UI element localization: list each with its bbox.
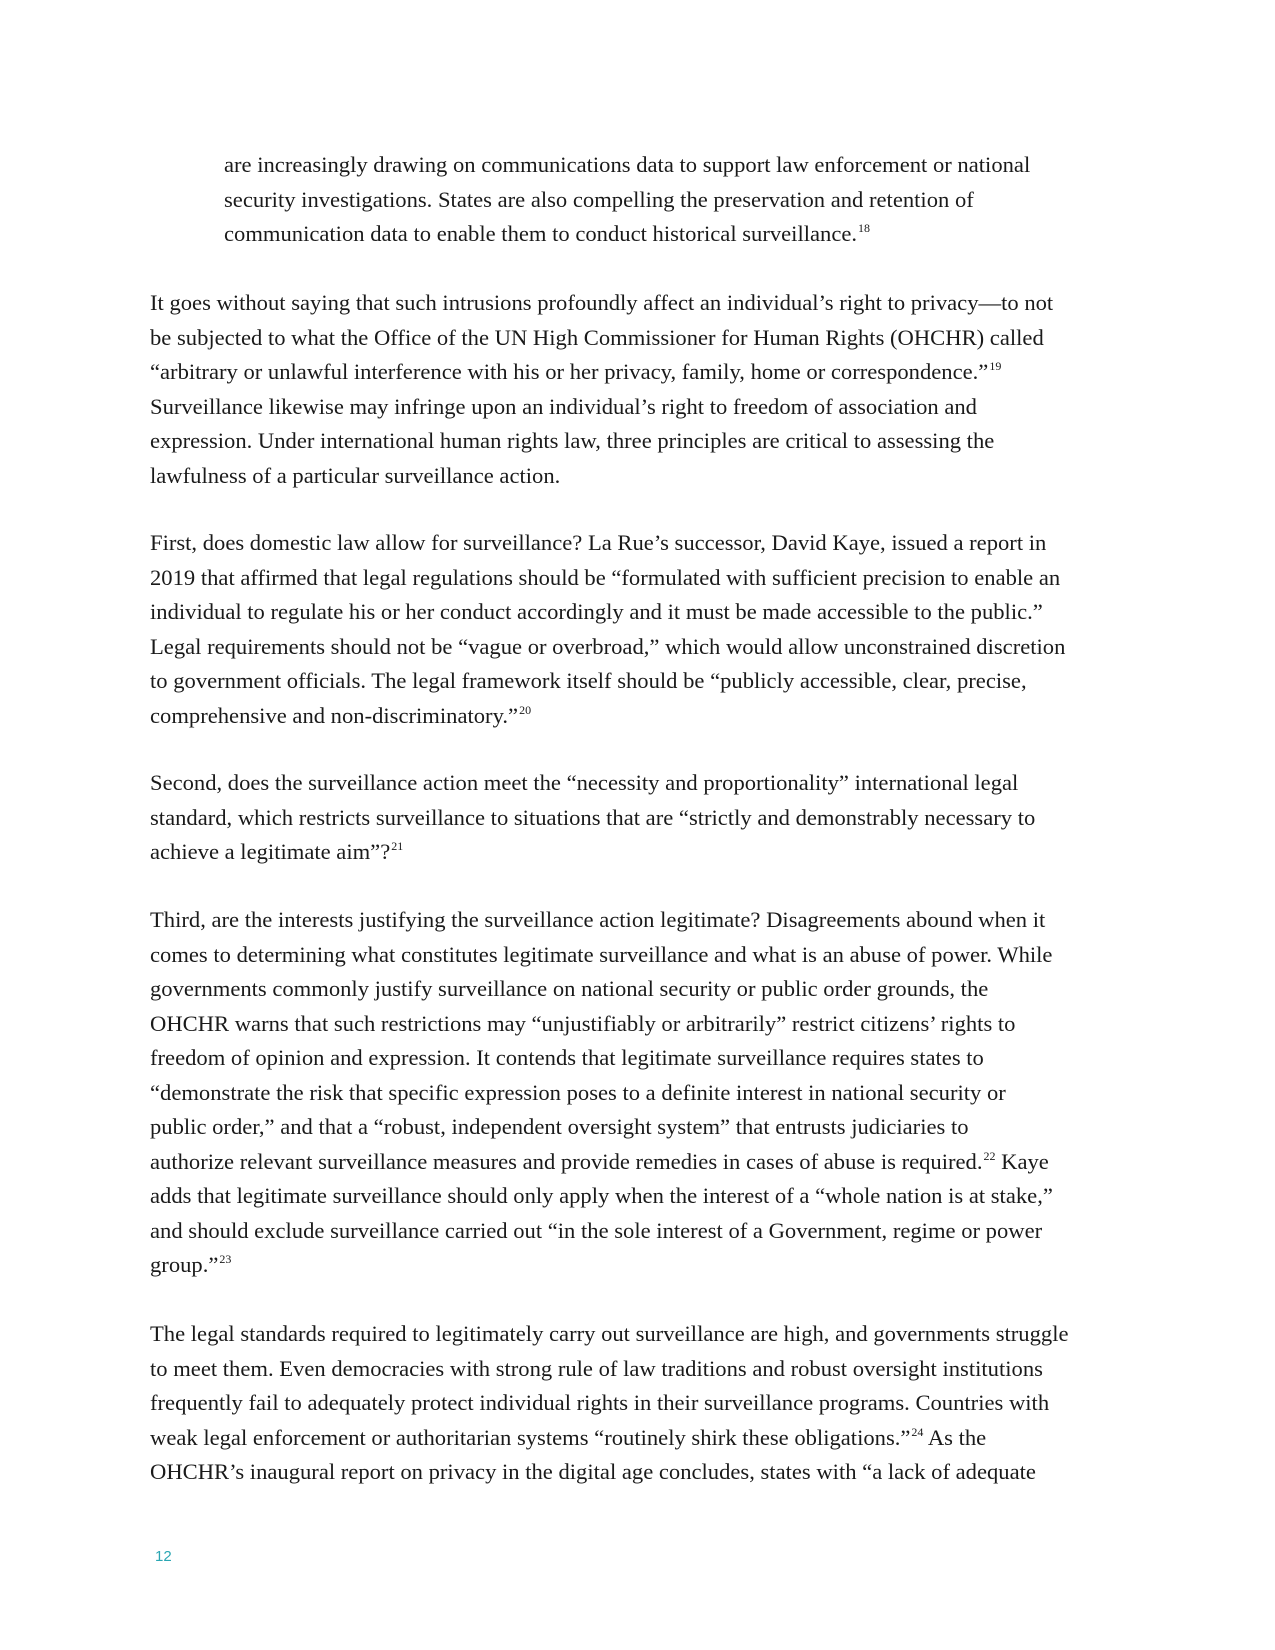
footnote-marker: 24	[911, 1424, 924, 1439]
text-line: Legal requirements should not be “vague or overbroad,” which would allow unconstrained discretion	[150, 633, 1066, 659]
text-span: “arbitrary or unlawful interference with his or her privacy, family, home or correspondence.”	[150, 359, 989, 384]
text-line: to government officials. The legal framework itself should be “publicly accessible, clear, precise,	[150, 668, 1027, 693]
text-line: are increasingly drawing on communications data to support law enforcement or national	[224, 152, 1031, 177]
footnote-marker: 19	[989, 359, 1002, 374]
text-line: OHCHR warns that such restrictions may “unjustifiably or arbitrarily” restrict citizens’ rights to	[150, 1010, 1016, 1036]
text-line: to meet them. Even democracies with strong rule of law traditions and robust oversight institutions	[150, 1355, 1043, 1381]
text-line	[150, 699, 1065, 734]
text-line: Third, are the interests justifying the surveillance action legitimate? Disagreements abound when it	[150, 907, 1046, 932]
text-line: public order,” and that a “robust, independent oversight system” that entrusts judiciaries to	[150, 1114, 969, 1139]
footnote-marker: 23	[219, 1252, 232, 1267]
text-span: comprehensive and non-discriminatory.”	[150, 702, 519, 728]
text-line	[150, 835, 1035, 870]
text-line: adds that legitimate surveillance should only apply when the interest of a “whole nation is at stake,”	[150, 1183, 1053, 1208]
text-line	[150, 355, 1053, 390]
text-line	[150, 1248, 1053, 1283]
text-line	[150, 1421, 1069, 1456]
text-line: governments commonly justify surveillance on national security or public order grounds, the	[150, 976, 989, 1001]
text-span: achieve a legitimate aim”?	[150, 839, 391, 864]
text-span: group.”	[150, 1252, 219, 1277]
text-line	[224, 217, 1030, 252]
text-span: Kaye	[995, 1148, 1049, 1174]
text-line: be subjected to what the Office of the UN High Commissioner for Human Rights (OHCHR) called	[150, 324, 1044, 350]
footnote-marker: 18	[858, 221, 871, 236]
text-line: comes to determining what constitutes legitimate surveillance and what is an abuse of power. While	[150, 941, 1053, 967]
text-line: security investigations. States are also compelling the preservation and retention of	[224, 186, 974, 212]
text-line: standard, which restricts surveillance to situations that are “strictly and demonstrably necessary to	[150, 804, 1036, 830]
text-span: authorize relevant surveillance measures and provide remedies in cases of abuse is required.	[150, 1148, 983, 1174]
text-line: First, does domestic law allow for surveillance? La Rue’s successor, David Kaye, issued a report in	[150, 530, 1047, 555]
text-line: Second, does the surveillance action meet the “necessity and proportionality” international legal	[150, 770, 1019, 795]
text-line: frequently fail to adequately protect individual rights in their surveillance programs. Countries with	[150, 1390, 1050, 1415]
block-quote	[224, 148, 1030, 252]
text-line: and should exclude surveillance carried out “in the sole interest of a Government, regime or power	[150, 1217, 1043, 1243]
text-line: individual to regulate his or her conduct accordingly and it must be made accessible to the public.”	[150, 599, 1043, 624]
text-line: “demonstrate the risk that specific expression poses to a definite interest in national security or	[150, 1079, 1006, 1105]
text-line: freedom of opinion and expression. It contends that legitimate surveillance requires states to	[150, 1045, 984, 1070]
text-line: 2019 that affirmed that legal regulations should be “formulated with sufficient precision to enable an	[150, 564, 1061, 590]
footnote-marker: 22	[983, 1148, 996, 1163]
paragraph-first-principle	[150, 526, 1065, 733]
paragraph-second-principle	[150, 766, 1035, 870]
text-line: expression. Under international human rights law, three principles are critical to assessing the	[150, 428, 995, 453]
text-span: weak legal enforcement or authoritarian systems “routinely shirk these obligations.”	[150, 1424, 911, 1450]
text-span: communication data to enable them to conduct historical surveillance.	[224, 221, 858, 246]
text-line: lawfulness of a particular surveillance action.	[150, 462, 561, 488]
paragraph-right-to-privacy	[150, 286, 1053, 493]
text-line: The legal standards required to legitimately carry out surveillance are high, and governments struggle	[150, 1321, 1069, 1346]
page-number: 12	[155, 1548, 172, 1565]
text-line: Surveillance likewise may infringe upon an individual’s right to freedom of association and	[150, 393, 977, 419]
paragraph-third-principle	[150, 903, 1053, 1283]
footnote-marker: 21	[391, 839, 404, 854]
paragraph-legal-standards	[150, 1317, 1069, 1490]
text-span: As the	[923, 1424, 987, 1450]
text-line: OHCHR’s inaugural report on privacy in the digital age concludes, states with “a lack of adequate	[150, 1459, 1036, 1484]
text-line: It goes without saying that such intrusions profoundly affect an individual’s right to privacy—to not	[150, 290, 1054, 315]
text-line	[150, 1145, 1053, 1180]
footnote-marker: 20	[519, 702, 532, 717]
